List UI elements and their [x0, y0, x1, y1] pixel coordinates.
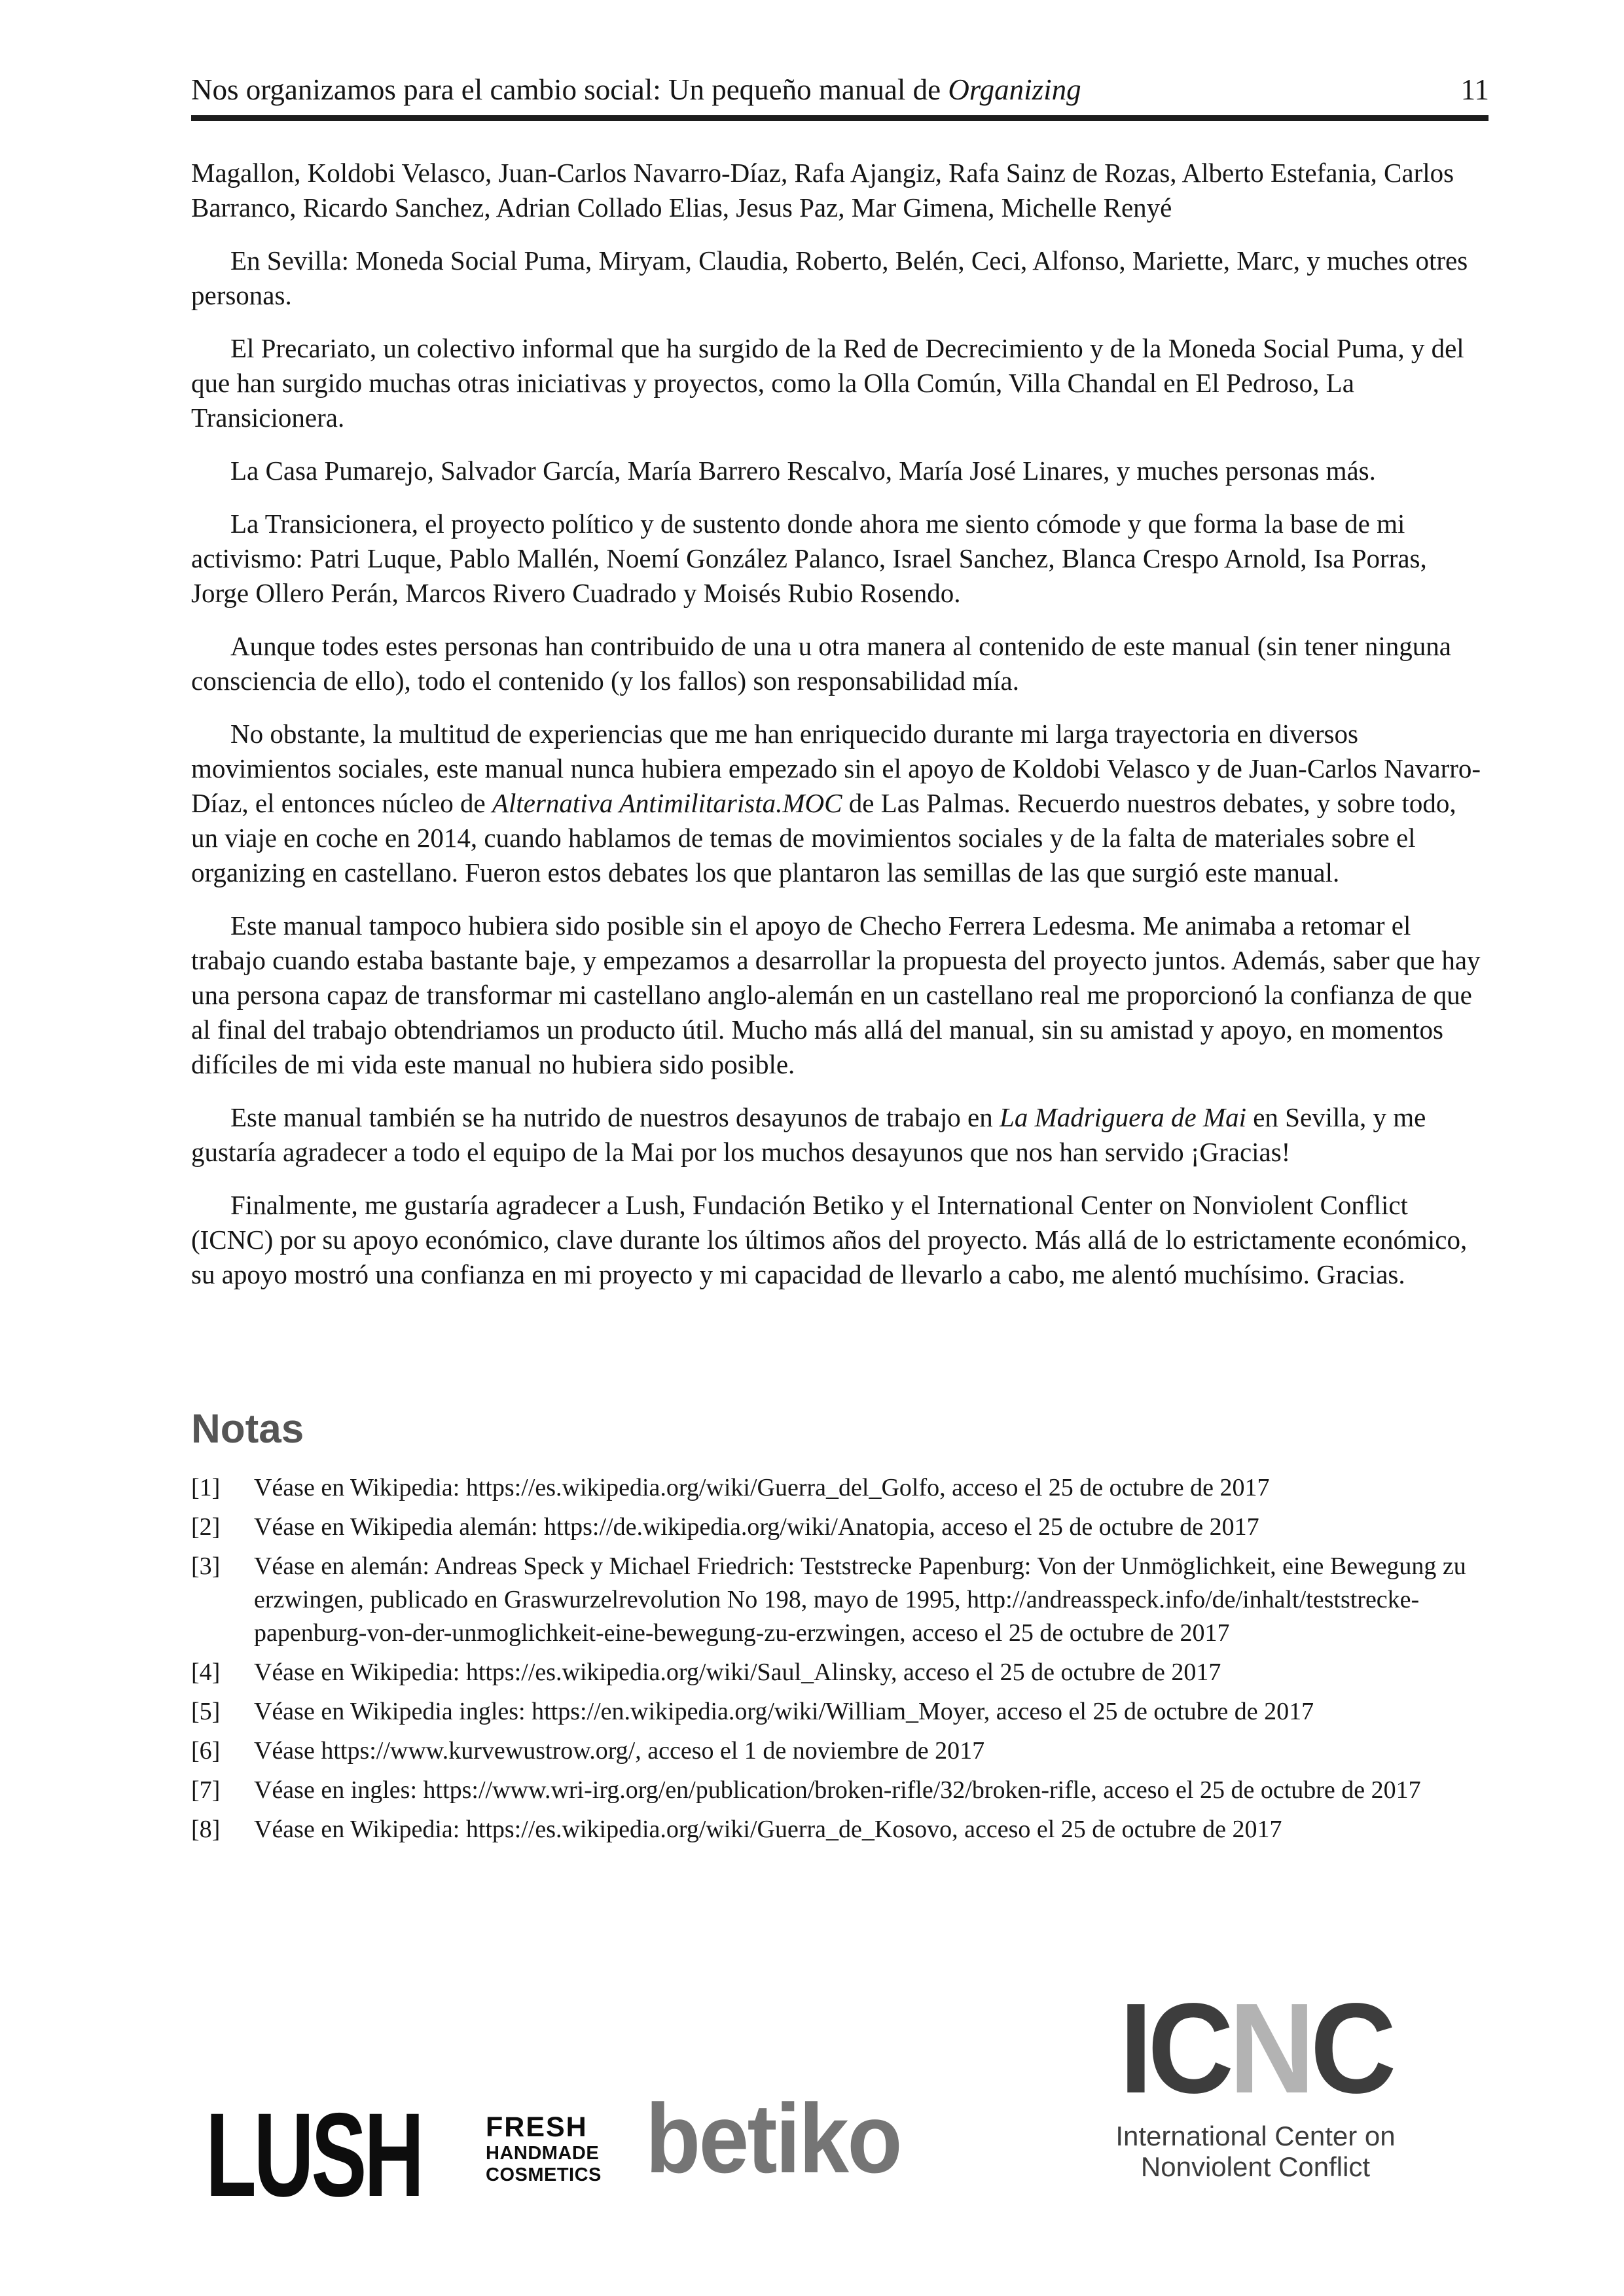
running-header-title-regular: Nos organizamos para el cambio social: Un pequeño manual de — [191, 73, 948, 106]
icnc-wordmark — [1104, 1977, 1408, 2120]
icnc-caption — [1092, 2121, 1419, 2182]
header-rule — [191, 115, 1489, 121]
note-number: [7] — [191, 1776, 221, 1804]
icnc-letters-ic: IC — [1119, 1977, 1229, 2120]
lush-tagline-line-cosmetics: COSMETICS — [486, 2164, 602, 2185]
notes-list — [191, 1471, 1489, 1846]
page-number: 11 — [1460, 73, 1489, 106]
note-number: [8] — [191, 1816, 221, 1843]
icnc-caption-line-1: International Center on — [1115, 2121, 1396, 2151]
note-text: Véase en Wikipedia: https://es.wikipedia.org/wiki/Guerra_del_Golfo, acceso el 25 de octubre de 2017 — [254, 1474, 1270, 1501]
running-header-title — [191, 73, 1081, 106]
paragraph-responsabilidad: Aunque todes estes personas han contribuido de una u otra manera al contenido de este manual (sin tener ninguna consciencia de ello), todo el contenido (y los fallos) son responsabilidad mía. — [191, 631, 1451, 696]
note-text: Véase en Wikipedia alemán: https://de.wikipedia.org/wiki/Anatopia, acceso el 25 de octubre de 2017 — [254, 1513, 1259, 1541]
paragraph-casa-pumarejo: La Casa Pumarejo, Salvador García, María Barrero Rescalvo, María José Linares, y muches personas más. — [230, 456, 1376, 486]
paragraph-transicionera: La Transicionera, el proyecto político y de sustento donde ahora me siento cómode y que forma la base de mi activismo: Patri Luque, Pablo Mallén, Noemí González Palanco, Israel Sanchez, Blanca Crespo Arnold, Isa Porras, Jorge Ollero Perán, Marcos Rivero Cuadrado y Moisés Rubio Rosendo. — [191, 509, 1427, 608]
note-number: [6] — [191, 1737, 221, 1765]
paragraph-sevilla: En Sevilla: Moneda Social Puma, Miryam, Claudia, Roberto, Belén, Ceci, Alfonso, Mariette, Marc, y muches otres personas. — [191, 245, 1468, 310]
note-number: [4] — [191, 1659, 221, 1686]
lush-tagline — [486, 2111, 602, 2186]
paragraph-acknowledgements-names: Magallon, Koldobi Velasco, Juan-Carlos Navarro-Díaz, Rafa Ajangiz, Rafa Sainz de Rozas, Alberto Estefania, Carlos Barranco, Ricardo Sanchez, Adrian Collado Elias, Jesus Paz, Mar Gimena, Michelle Renyé — [191, 158, 1454, 223]
body-text — [191, 156, 1489, 1310]
note-number: [3] — [191, 1552, 221, 1580]
note-item — [191, 1511, 1489, 1544]
note-item — [191, 1813, 1489, 1846]
icnc-letter-c: C — [1310, 1977, 1392, 2120]
note-number: [2] — [191, 1513, 221, 1541]
icnc-letter-n: N — [1229, 1977, 1310, 2120]
paragraph-precariato: El Precariato, un colectivo informal que ha surgido de la Red de Decrecimiento y de la Moneda Social Puma, y del que han surgido muchas otras iniciativas y proyectos, como la Olla Común, Villa Chandal en El Pedroso, La Transicionera. — [191, 333, 1464, 433]
lush-tagline-line-fresh: FRESH — [486, 2111, 588, 2143]
notes-section — [191, 1408, 1489, 1852]
icnc-logo — [1092, 1977, 1419, 2182]
note-number: [1] — [191, 1474, 221, 1501]
note-item — [191, 1550, 1489, 1650]
note-item — [191, 1774, 1489, 1807]
note-item — [191, 1734, 1489, 1768]
icnc-caption-line-2: Nonviolent Conflict — [1140, 2151, 1371, 2182]
lush-wordmark: LUSH — [206, 2088, 422, 2221]
paragraph-finalmente: Finalmente, me gustaría agradecer a Lush, Fundación Betiko y el International Center on Nonviolent Conflict (ICNC) por su apoyo económico, clave durante los últimos años del proyecto. Más allá de lo estrictamente económico, su apoyo mostró una confianza en mi proyecto y mi capacidad de llevarlo a cabo, me alentó muchísimo. Gracias. — [191, 1190, 1468, 1289]
paragraph-madriguera-italic: La Madriguera de Mai — [1000, 1102, 1246, 1132]
note-text: Véase en ingles: https://www.wri-irg.org/en/publication/broken-rifle/32/broken-rifle, acceso el 25 de octubre de 2017 — [254, 1776, 1421, 1804]
running-header-title-italic: Organizing — [948, 73, 1081, 106]
note-text: Véase en Wikipedia ingles: https://en.wikipedia.org/wiki/William_Moyer, acceso el 25 de octubre de 2017 — [254, 1698, 1314, 1725]
paragraph-madriguera-pre: Este manual también se ha nutrido de nuestros desayunos de trabajo en — [230, 1102, 1000, 1132]
paragraph-no-obstante-post: de Las Palmas. Recuerdo nuestros debates, y sobre todo, un viaje en coche en 2014, cuando hablamos de temas de movimientos sociales y de la falta de materiales sobre el organizing en castellano. Fueron estos debates los que plantaron las semillas de las que surgió este manual. — [191, 788, 1456, 888]
note-item — [191, 1471, 1489, 1505]
note-text: Véase https://www.kurvewustrow.org/, acceso el 1 de noviembre de 2017 — [254, 1737, 985, 1765]
notes-heading: Notas — [191, 1407, 304, 1452]
note-text: Véase en Wikipedia: https://es.wikipedia.org/wiki/Saul_Alinsky, acceso el 25 de octubre de 2017 — [254, 1659, 1221, 1686]
paragraph-madriguera-post: en Sevilla, y me gustaría agradecer a todo el equipo de la Mai por los muchos desayunos que nos han servido ¡Gracias! — [191, 1102, 1426, 1167]
note-item — [191, 1695, 1489, 1729]
note-number: [5] — [191, 1698, 221, 1725]
lush-tagline-line-handmade: HANDMADE — [486, 2143, 600, 2164]
lush-logo — [206, 2088, 624, 2221]
paragraph-checho: Este manual tampoco hubiera sido posible sin el apoyo de Checho Ferrera Ledesma. Me animaba a retomar el trabajo cuando estaba bastante baje, y empezamos a desarrollar la propuesta del proyecto juntos. Además, saber que hay una persona capaz de transformar mi castellano anglo-alemán en un castellano real me proporcionó la confianza de que al final del trabajo obtendriamos un producto útil. Mucho más allá del manual, sin su amistad y apoyo, en momentos difíciles de mi vida este manual no hubiera sido posible. — [191, 910, 1481, 1079]
paragraph-no-obstante-pre: No obstante, la multitud de experiencias que me han enriquecido durante mi larga trayectoria en diversos movimientos sociales, este manual nunca hubiera empezado sin el apoyo de Koldobi Velasco y de Juan-Carlos Navarro-Díaz, el entonces núcleo de — [191, 719, 1481, 818]
paragraph-no-obstante — [191, 717, 1489, 890]
note-item — [191, 1656, 1489, 1689]
paragraph-no-obstante-italic: Alternativa Antimilitarista.MOC — [492, 788, 842, 818]
paragraph-madriguera — [191, 1100, 1489, 1170]
betiko-logo: betiko — [645, 2083, 901, 2193]
note-text: Véase en alemán: Andreas Speck y Michael Friedrich: Teststrecke Papenburg: Von der Unmöglichkeit, eine Bewegung zu erzwingen, publicado en Graswurzelrevolution No 198, mayo de 1995, http://andreasspeck.info/de/inhalt/teststrecke-papenburg-von-der-unmoglichkeit-eine-bewegung-zu-erzwingen, acceso el 25 de octubre de 2017 — [254, 1552, 1466, 1647]
note-text: Véase en Wikipedia: https://es.wikipedia.org/wiki/Guerra_de_Kosovo, acceso el 25 de octubre de 2017 — [254, 1816, 1282, 1843]
